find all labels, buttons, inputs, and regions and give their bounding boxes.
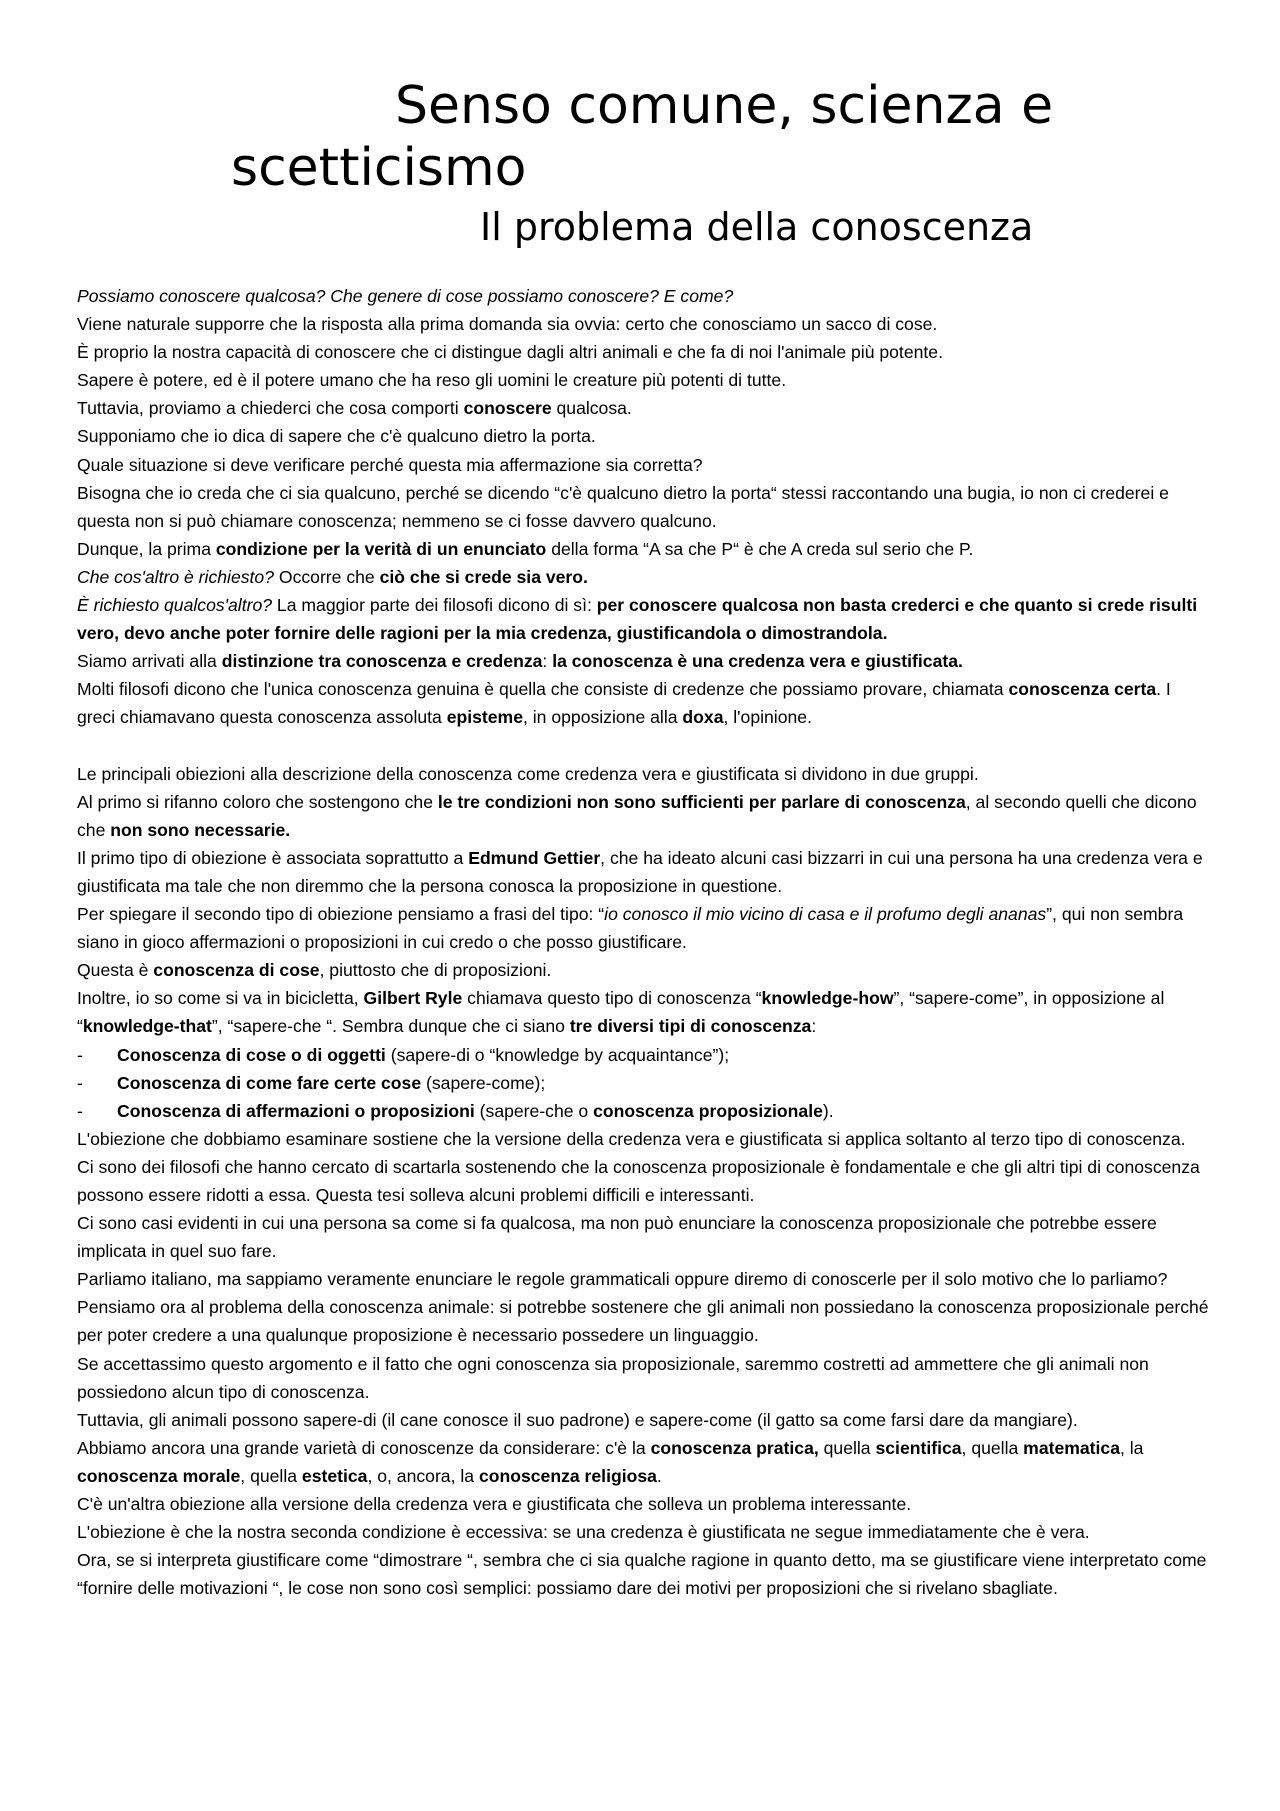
text-run: ”, “sapere-come”, in opposizione al “ <box>77 988 1165 1037</box>
paragraph <box>77 366 1209 394</box>
text-run: doxa <box>682 707 724 728</box>
text-run: . <box>656 1465 662 1486</box>
text-run: , che ha ideato alcuni casi bizzarri in cui una persona ha una credenza vera e giustificata ma tale che non diremmo che la persona conosca la proposizione in questione. <box>77 847 1203 896</box>
paragraph <box>77 1153 1209 1209</box>
text-run: conoscenza morale <box>77 1465 241 1486</box>
text-run: Per spiegare il secondo tipo di obiezione pensiamo a frasi del tipo: “ <box>77 904 605 925</box>
paragraph <box>77 422 1209 450</box>
text-run: conoscenza pratica, <box>650 1437 819 1458</box>
text-run: ciò che si crede sia vero. <box>379 566 588 587</box>
text-run: Abbiamo ancora una grande varietà di conoscenze da considerare: c'è la <box>77 1437 651 1458</box>
text-run: Possiamo conoscere qualcosa? Che genere di cose possiamo conoscere? E come? <box>77 286 734 306</box>
text-run: knowledge-how <box>761 988 894 1009</box>
text-run: Se accettassimo questo argomento e il fatto che ogni conoscenza sia proposizionale, saremmo costretti ad ammettere che gli animali non possiedono alcun tipo di conoscenza. <box>77 1353 1149 1402</box>
text-run: non sono necessarie. <box>110 819 291 840</box>
text-run: chiamava questo tipo di conoscenza “ <box>462 988 762 1009</box>
text-run: Conoscenza di cose o di oggetti <box>117 1044 386 1065</box>
paragraph <box>77 1209 1209 1265</box>
text-run: tre diversi tipi di conoscenza <box>569 1016 812 1037</box>
text-run: io conosco il mio vicino di casa e il profumo degli ananas <box>604 904 1047 925</box>
text-run: Pensiamo ora al problema della conoscenza animale: si potrebbe sostenere che gli animali non possiedano la conoscenza proposizionale perché per poter credere a una qualunque proposizione è necessario possedere un linguaggio. <box>77 1297 1209 1346</box>
text-run: : <box>542 651 553 672</box>
paragraph <box>77 1406 1209 1434</box>
paragraph <box>77 479 1209 535</box>
paragraph <box>77 338 1209 366</box>
text-run: estetica <box>301 1465 368 1486</box>
text-run: Quale situazione si deve verificare perché questa mia affermazione sia corretta? <box>77 454 703 475</box>
text-run: La maggior parte dei filosofi dicono di sì: <box>272 595 597 616</box>
paragraph <box>77 1490 1209 1518</box>
text-run: della forma “A sa che P“ è che A creda sul serio che P. <box>546 538 974 559</box>
paragraph <box>77 760 1209 788</box>
text-run: L'obiezione che dobbiamo esaminare sostiene che la versione della credenza vera e giustificata si applica soltanto al terzo tipo di conoscenza. <box>77 1128 1186 1149</box>
text-run: Tuttavia, gli animali possono sapere-di (il cane conosce il suo padrone) e sapere-come (il gatto sa come farsi dare da mangiare). <box>77 1409 1078 1430</box>
paragraph <box>77 956 1209 984</box>
text-run: Conoscenza di affermazioni o proposizioni <box>117 1100 475 1121</box>
paragraph <box>77 675 1209 731</box>
paragraph <box>77 1265 1209 1293</box>
text-run: È proprio la nostra capacità di conoscere che ci distingue dagli altri animali e che fa di noi l'animale più potente. <box>77 342 943 363</box>
text-run: Che cos'altro è richiesto? <box>77 566 274 587</box>
paragraph <box>77 984 1209 1040</box>
list-marker: - <box>77 1072 83 1093</box>
list-item <box>77 1069 1209 1097</box>
text-run: , quella <box>961 1437 1024 1458</box>
text-run: Ci sono casi evidenti in cui una persona sa come si fa qualcosa, ma non può enunciare la conoscenza proposizionale che potrebbe essere implicata in quel suo fare. <box>77 1213 1157 1262</box>
text-run: : <box>811 1016 817 1037</box>
text-run: knowledge-that <box>82 1016 212 1037</box>
paragraph <box>77 1350 1209 1406</box>
text-run: (sapere-di o “knowledge by acquaintance”); <box>385 1044 730 1065</box>
text-run: Il primo tipo di obiezione è associata soprattutto a <box>77 847 469 868</box>
document-body <box>77 282 1209 1602</box>
paragraph <box>77 1434 1209 1490</box>
paragraph <box>77 310 1209 338</box>
text-run: conoscenza di cose <box>153 960 320 981</box>
paragraph <box>77 591 1209 647</box>
text-run: Ci sono dei filosofi che hanno cercato di scartarla sostenendo che la conoscenza proposizionale è fondamentale e che gli altri tipi di conoscenza possono essere ridotti a essa. Questa tesi solleva alcuni problemi difficili e interessanti. <box>77 1156 1200 1205</box>
list-marker: - <box>77 1044 83 1065</box>
text-run: qualcosa. <box>551 398 632 419</box>
text-run: , o, ancora, la <box>367 1465 479 1486</box>
text-run: ). <box>822 1100 834 1121</box>
paragraph <box>77 1125 1209 1153</box>
text-run: , la <box>1120 1437 1144 1458</box>
text-run: matematica <box>1023 1437 1120 1458</box>
paragraph <box>77 563 1209 591</box>
list-marker: - <box>77 1100 83 1121</box>
text-run: , l'opinione. <box>723 707 812 728</box>
text-run: condizione per la verità di un enunciato <box>215 538 547 559</box>
text-run: È richiesto qualcos'altro? <box>77 595 273 616</box>
text-run: Edmund Gettier <box>468 847 601 868</box>
text-run: episteme <box>446 707 523 728</box>
text-run: Parliamo italiano, ma sappiamo veramente enunciare le regole grammaticali oppure diremo di conoscerle per il solo motivo che lo parliamo? <box>77 1269 1168 1290</box>
text-run: , piuttosto che di proposizioni. <box>319 960 552 981</box>
text-run: Al primo si rifanno coloro che sostengono che <box>77 791 438 812</box>
paragraph <box>77 647 1209 675</box>
text-run: Tuttavia, proviamo a chiederci che cosa comporti <box>77 398 464 419</box>
text-run: Molti filosofi dicono che l'unica conoscenza genuina è quella che consiste di credenze che possiamo provare, chiamata <box>77 679 1009 700</box>
paragraph <box>77 1518 1209 1546</box>
document-subtitle: Il problema della conoscenza <box>480 205 1034 249</box>
paragraph <box>77 788 1209 844</box>
document-title-line-1: Senso comune, scienza e <box>395 76 1054 136</box>
paragraph <box>77 1293 1209 1349</box>
list-item <box>77 1041 1209 1069</box>
paragraph <box>77 900 1209 956</box>
text-run: Supponiamo che io dica di sapere che c'è qualcuno dietro la porta. <box>77 426 596 447</box>
paragraph <box>77 394 1209 422</box>
paragraph <box>77 844 1209 900</box>
text-run: Bisogna che io creda che ci sia qualcuno, perché se dicendo “c'è qualcuno dietro la porta“ stessi raccontando una bugia, io non ci crederei e questa non si può chiamare conoscenza; nemmeno se ci fosse davvero qualcuno. <box>77 482 1169 531</box>
paragraph-spacer <box>77 732 1209 760</box>
text-run: le tre condizioni non sono sufficienti per parlare di conoscenza <box>437 791 966 812</box>
text-run: conoscenza certa <box>1008 679 1157 700</box>
text-run: . I greci chiamavano questa conoscenza assoluta <box>77 679 1171 728</box>
text-run: Viene naturale supporre che la risposta alla prima domanda sia ovvia: certo che conosciamo un sacco di cose. <box>77 314 938 335</box>
paragraph <box>77 1546 1209 1602</box>
document-title-line-2: scetticismo <box>231 138 527 198</box>
text-run: , in opposizione alla <box>522 707 683 728</box>
text-run: Gilbert Ryle <box>363 988 463 1009</box>
text-run: , quella <box>240 1465 302 1486</box>
text-run: , al secondo quelli che dicono che <box>77 791 1197 840</box>
text-run: C'è un'altra obiezione alla versione della credenza vera e giustificata che solleva un problema interessante. <box>77 1494 912 1515</box>
paragraph <box>77 535 1209 563</box>
paragraph <box>77 282 1209 310</box>
paragraph <box>77 451 1209 479</box>
text-run: Dunque, la prima <box>77 538 216 559</box>
text-run: quella <box>818 1437 876 1458</box>
text-run: Siamo arrivati alla <box>77 651 222 672</box>
text-run: Occorre che <box>274 566 380 587</box>
text-run: conoscere <box>463 398 552 419</box>
text-run: scientifica <box>875 1437 962 1458</box>
text-run: Le principali obiezioni alla descrizione della conoscenza come credenza vera e giustificata si dividono in due gruppi. <box>77 763 979 784</box>
text-run: conoscenza proposizionale <box>593 1100 823 1121</box>
text-run: Conoscenza di come fare certe cose <box>117 1072 422 1093</box>
text-run: ”, “sapere-che “. Sembra dunque che ci siano <box>211 1016 570 1037</box>
list-item <box>77 1097 1209 1125</box>
text-run: Questa è <box>77 960 154 981</box>
text-run: conoscenza religiosa <box>478 1465 657 1486</box>
text-run: Inoltre, io so come si va in bicicletta, <box>77 988 364 1009</box>
text-run: Ora, se si interpreta giustificare come “dimostrare “, sembra che ci sia qualche ragione in quanto detto, ma se giustificare viene interpretato come “fornire delle motivazioni “, le cose non sono così semplici: possiamo dare dei motivi per proposizioni che si rivelano sbagliate. <box>77 1550 1207 1599</box>
text-run: (sapere-che o <box>474 1100 594 1121</box>
text-run: L'obiezione è che la nostra seconda condizione è eccessiva: se una credenza è giustificata ne segue immediatamente che è vera. <box>77 1522 1090 1543</box>
text-run: per conoscere qualcosa non basta crederci e che quanto si crede risulti vero, devo anche poter fornire delle ragioni per la mia credenza, giustificandola o dimostrandola. <box>77 595 1198 644</box>
text-run: Sapere è potere, ed è il potere umano che ha reso gli uomini le creature più potenti di tutte. <box>77 370 787 391</box>
text-run: (sapere-come); <box>421 1072 546 1093</box>
text-run: ”, qui non sembra siano in gioco affermazioni o proposizioni in cui credo o che posso giustificare. <box>77 904 1184 953</box>
text-run: distinzione tra conoscenza e credenza <box>221 651 543 672</box>
text-run: la conoscenza è una credenza vera e giustificata. <box>552 651 963 672</box>
